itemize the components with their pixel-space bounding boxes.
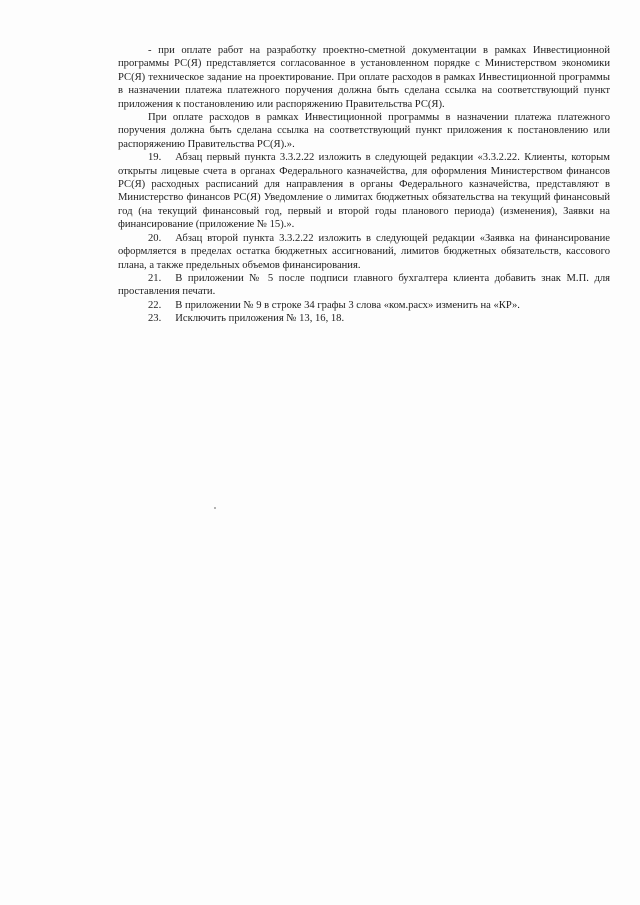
item-text: Абзац второй пункта 3.3.2.22 изложить в следующей редакции «Заявка на финансирование оформляется в пределах остатка бюджетных ассигнований, лимитов бюджетных обязательств, кассового плана, а также предельных объемов финансирования. (118, 232, 610, 271)
item-23 (118, 312, 610, 325)
item-text: Абзац первый пункта 3.3.2.22 изложить в следующей редакции «3.3.2.22. Клиенты, которым открыты лицевые счета в органах Федерального казначейства, для оформления Министерством финансов РС(Я) расходных расписаний для направления в органы Федерального казначейства, представляют в Министерство финансов РС(Я) Уведомление о лимитах бюджетных обязательства на текущий финансовый год (на текущий финансовый год, первый и второй годы планового периода) (изменения), Заявки на финансирование (приложение № 15).». (118, 152, 610, 231)
document-body (118, 44, 610, 326)
item-text: В приложении № 9 в строке 34 графы 3 слова «ком.расх» изменить на «КР». (175, 299, 520, 311)
item-number: 22. (148, 299, 162, 311)
paragraph-text: - при оплате работ на разработку проектно-сметной документации в рамках Инвестиционной программы РС(Я) представляется согласованное в установленном порядке с Министерством экономики РС(Я) техническое задание на проектирование. При оплате расходов в рамках Инвестиционной программы в назначении платежа платежного поручения должна быть сделана ссылка на соответствующий пункт приложения к постановлению или распоряжению Правительства РС(Я). (118, 45, 610, 110)
item-number: 23. (148, 313, 162, 325)
item-number: 20. (148, 232, 162, 244)
item-number: 19. (148, 152, 162, 164)
paragraph-payment-reference (118, 111, 610, 151)
item-21 (118, 272, 610, 299)
item-text: В приложении № 5 после подписи главного бухгалтера клиента добавить знак М.П. для проставления печати. (118, 272, 610, 298)
paragraph-design-payment (118, 44, 610, 111)
paragraph-text: При оплате расходов в рамках Инвестиционной программы в назначении платежа платежного поручения должна быть сделана ссылка на соответствующий пункт приложения к постановлению или распоряжению Правительства РС(Я).». (118, 112, 610, 150)
item-22 (118, 299, 610, 312)
scan-speck (214, 507, 216, 509)
item-19 (118, 151, 610, 231)
item-20 (118, 232, 610, 272)
item-number: 21. (148, 272, 162, 284)
item-text: Исключить приложения № 13, 16, 18. (175, 313, 345, 325)
